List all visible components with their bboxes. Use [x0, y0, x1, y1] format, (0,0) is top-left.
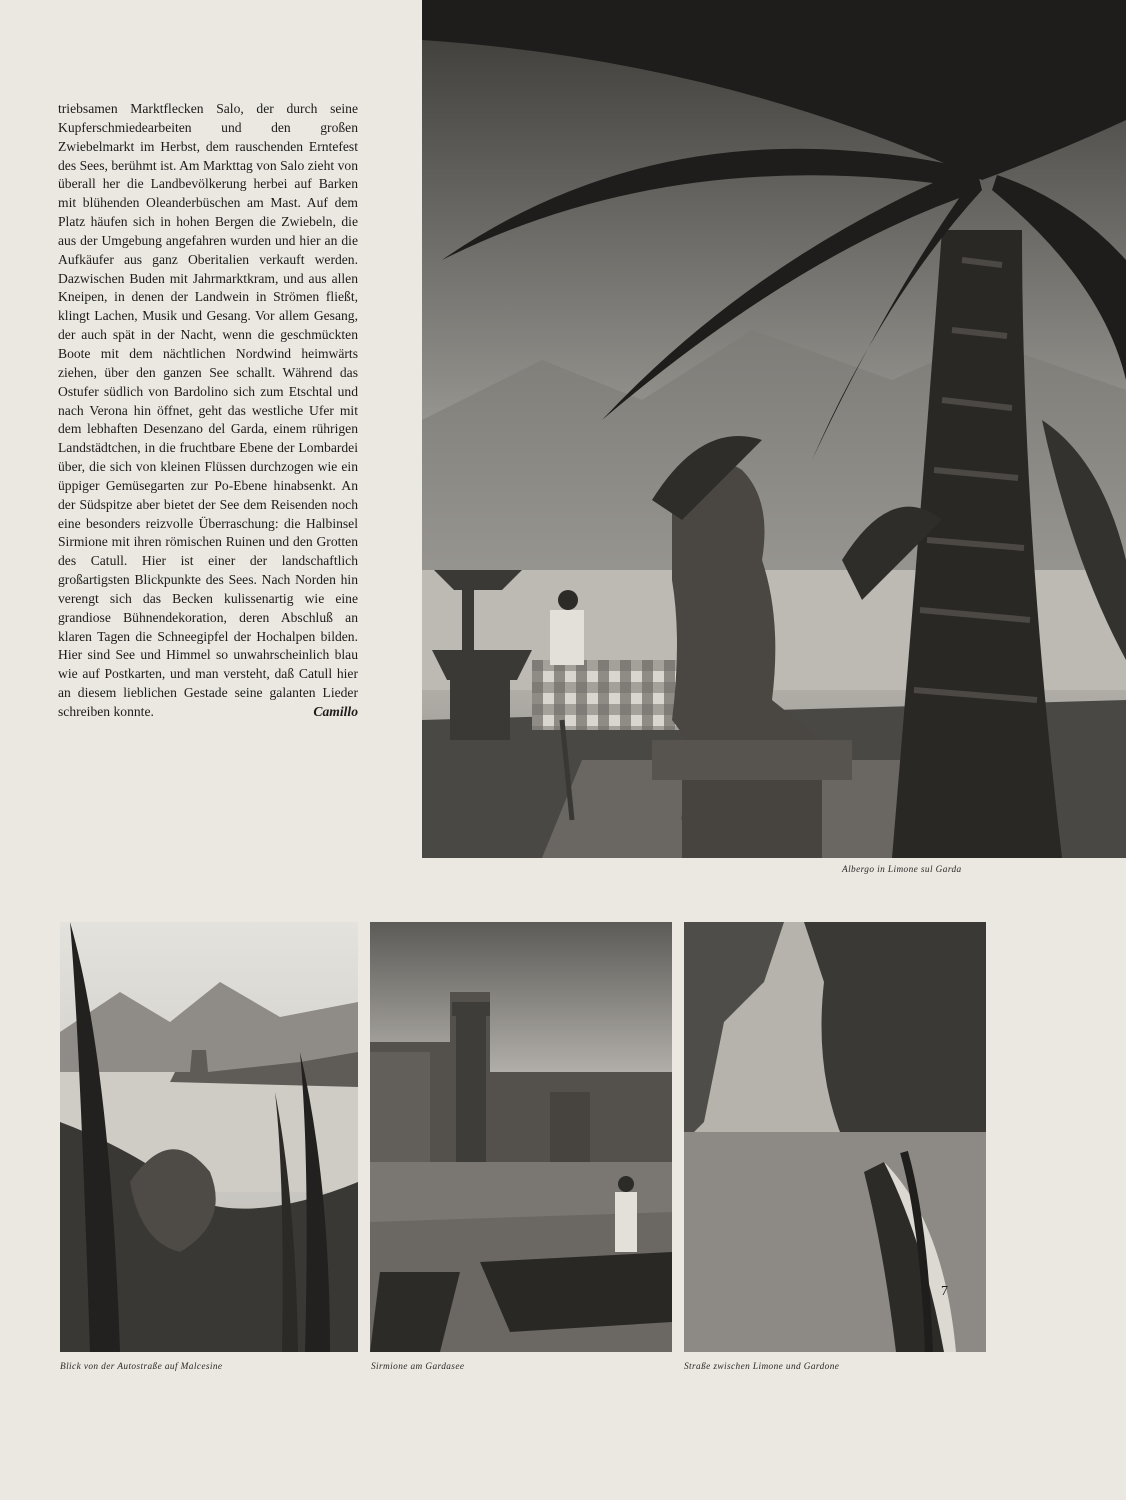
- author-signature: Camillo: [313, 704, 358, 719]
- photo-malcesine: [60, 922, 358, 1352]
- lake-town-photo: [60, 922, 358, 1352]
- article-text: [58, 100, 358, 722]
- article-column: [58, 100, 358, 722]
- caption-albergo-limone: Albergo in Limone sul Garda: [842, 865, 962, 875]
- castle-harbor-photo: [370, 922, 672, 1352]
- photo-sirmione: [370, 922, 672, 1352]
- palm-terrace-photo: [422, 0, 1126, 858]
- caption-sirmione: Sirmione am Gardasee: [371, 1362, 465, 1372]
- article-body: triebsamen Marktflecken Salo, der durch seine Kupferschmiedearbeiten und den großen Zwiebelmarkt im Herbst, dem rauschenden Erntefest des Sees, berühmt ist. Am Markttag von Salo zieht von überall her die Landbevölkerung herbei auf Barken mit blühenden Oleanderbüschen am Mast. Auf dem Platz häufen sich in hohen Bergen die Zwiebeln, die aus der Umgebung angefahren wurden und hier an die Aufkäufer aus ganz Oberitalien verkauft werden. Dazwischen Buden mit Jahrmarktkram, und aus allen Kneipen, in denen der Landwein in Strömen fließt, klingt Lachen, Musik und Gesang. Vor allem Gesang, der auch spät in der Nacht, wenn die geschmückten Boote mit dem nächtlichen Nordwind heimwärts ziehen, über den ganzen See schallt. Während das Ostufer südlich von Bardolino sich zum Etschtal und nach Verona hin öffnet, geht das westliche Ufer mit dem lebhaften Desenzano del Garda, einem rührigen Landstädtchen, in die fruchtbare Ebene der Lombardei über, die sich von kleinen Flüssen durchzogen wie ein üppiger Gemüsegarten zur Po-Ebene hinabsenkt. An der Südspitze aber bietet der See dem Reisenden noch eine besonders reizvolle Überraschung: die Halbinsel Sirmione mit ihren römischen Ruinen und den Grotten des Catull. Hier ist einer der landschaftlich großartigsten Blickpunkte des Sees. Nach Norden hin verengt sich das Becken kulissenartig wie eine grandiose Bühnendekoration, deren Abschluß an klaren Tagen die Schneegipfel der Hochalpen bilden. Hier sind See und Himmel so unwahrscheinlich blau wie auf Postkarten, und man versteht, daß Catull hier an diesem lieblichen Gestade seine galanten Lieder schreiben konnte.: [58, 101, 358, 719]
- caption-malcesine: Blick von der Autostraße auf Malcesine: [60, 1362, 223, 1372]
- page-number: 7: [941, 1284, 948, 1299]
- caption-strasse-limone: Straße zwischen Limone und Gardone: [684, 1362, 840, 1372]
- photo-albergo-limone: [422, 0, 1126, 858]
